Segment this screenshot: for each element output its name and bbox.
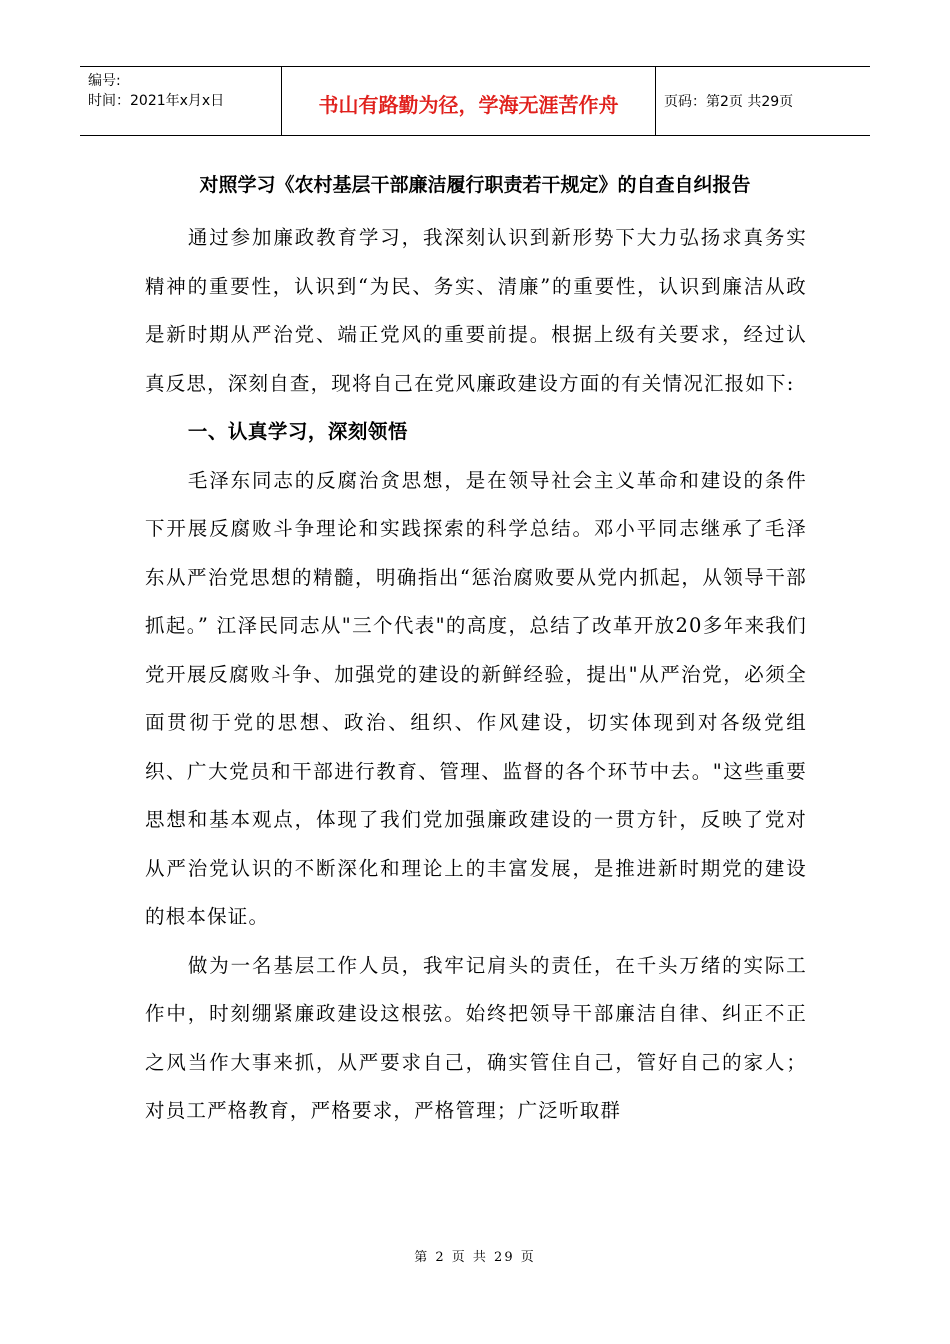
header-page-info: 页码：第2页 共29页 (664, 94, 794, 110)
header-meta (80, 67, 282, 135)
doc-number-label: 编号: (88, 73, 121, 89)
document-body (145, 214, 807, 1136)
doc-time-label: 时间：2021年x月x日 (88, 93, 225, 109)
section-heading: 一、认真学习，深刻领悟 (187, 420, 408, 443)
section-paragraph: 毛泽东同志的反腐治贪思想，是在领导社会主义革命和建设的条件下开展反腐败斗争理论和实践探索的科学总结。邓小平同志继承了毛泽东从严治党思想的精髓，明确指出“惩治腐败要从党内抓起，从领导干部抓起。” 江泽民同志从"三个代表"的高度，总结了改革开放20多年来我们党开展反腐败斗争、加强党的建设的新鲜经验，提出"从严治党，必须全面贯彻于党的思想、政治、组织、作风建设，切实体现到对各级党组织、广大党员和干部进行教育、管理、监督的各个环节中去。"这些重要思想和基本观点，体现了我们党加强廉政建设的一贯方针，反映了党对从严治党认识的不断深化和理论上的丰富发展，是推进新时期党的建设的根本保证。 (145, 468, 807, 928)
section-paragraph: 做为一名基层工作人员，我牢记肩头的责任，在千头万绪的实际工作中，时刻绷紧廉政建设这根弦。始终把领导干部廉洁自律、纠正不正之风当作大事来抓，从严要求自己，确实管住自己，管好自己的家人；对员工严格教育，严格要求，严格管理；广泛听取群 (145, 953, 807, 1122)
page-footer: 第 2 页 共 29 页 (414, 1250, 536, 1265)
document-title: 对照学习《农村基层干部廉洁履行职责若干规定》的自查自纠报告 (199, 174, 751, 196)
header-motto: 书山有路勤为径，学海无涯苦作舟 (282, 67, 656, 135)
intro-paragraph: 通过参加廉政教育学习，我深刻认识到新形势下大力弘扬求真务实精神的重要性，认识到“为民、务实、清廉”的重要性，认识到廉洁从政是新时期从严治党、端正党风的重要前提。根据上级有关要求，经过认真反思，深刻自查，现将自己在党风廉政建设方面的有关情况汇报如下: (145, 226, 807, 395)
page-header (80, 66, 870, 136)
